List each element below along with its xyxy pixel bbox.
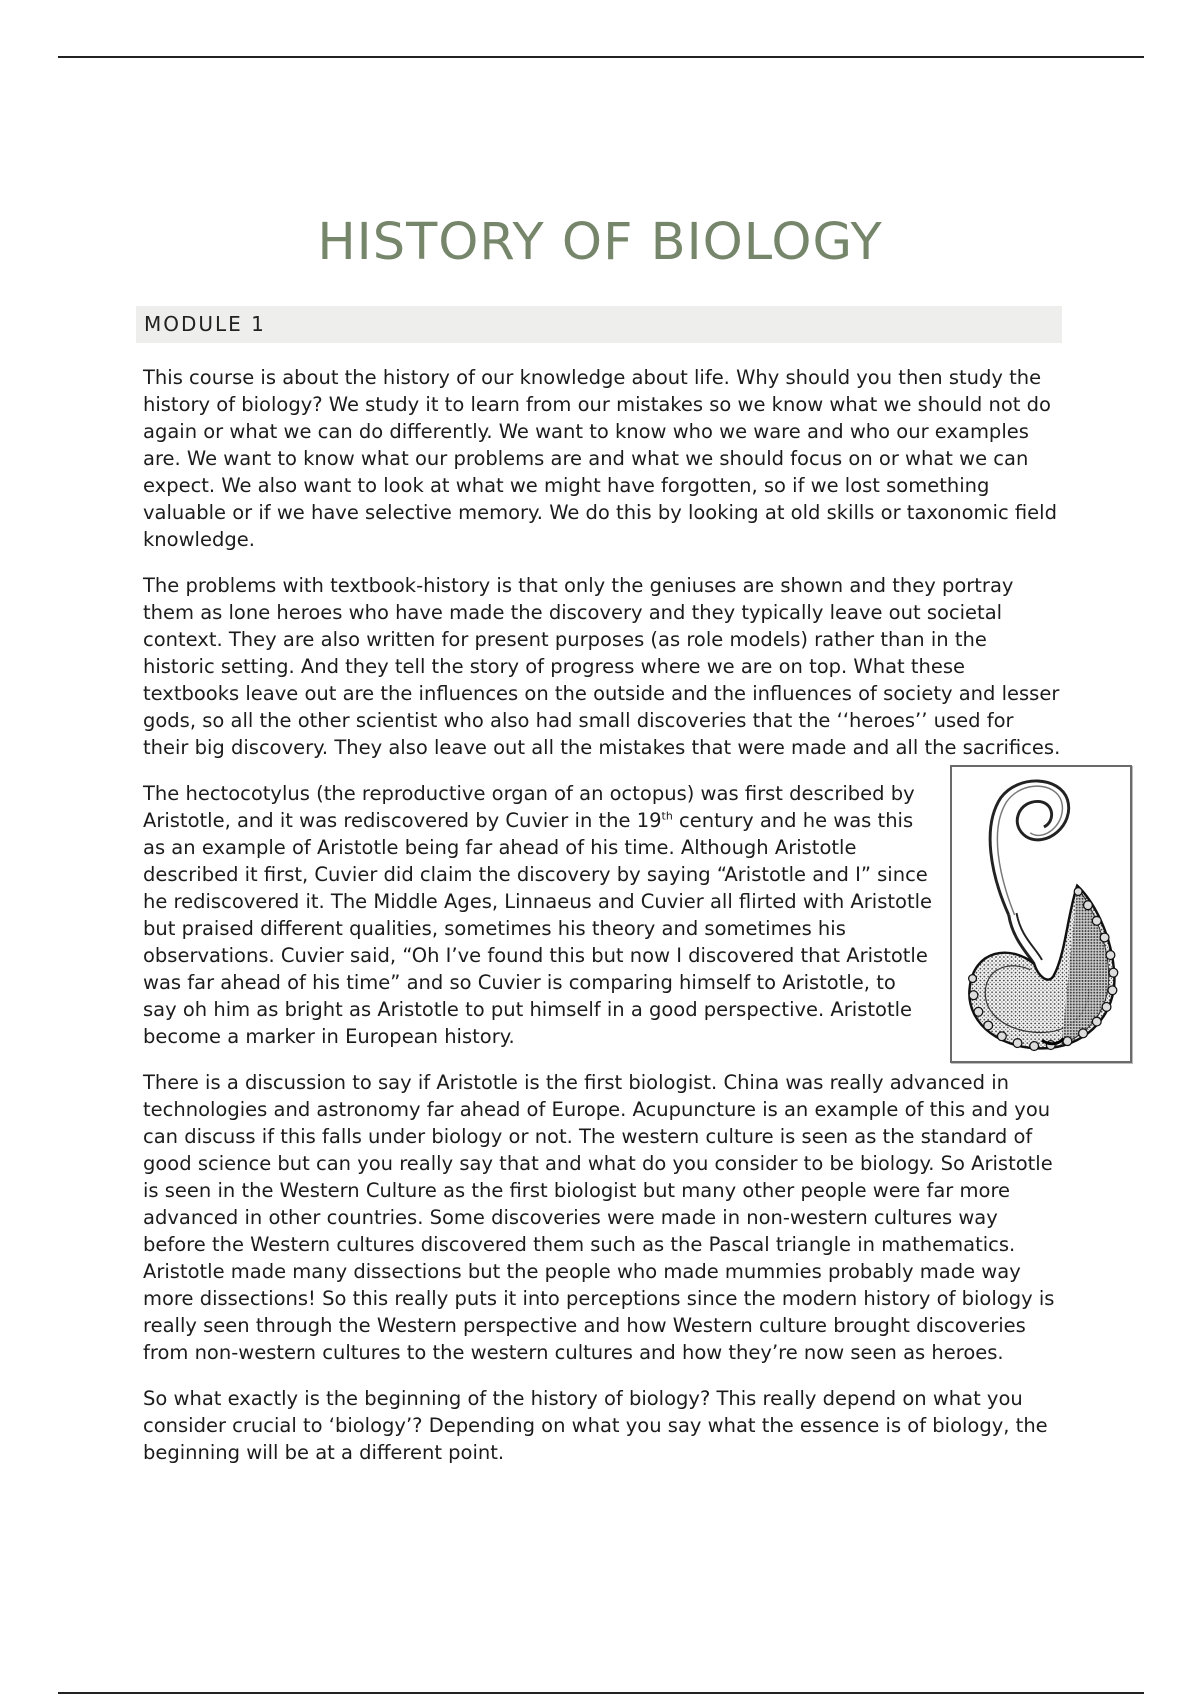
hectocotylus-text-start: The hectocotylus (the reproductive organ of an octopus) was first described by Aristotle, and it was rediscovered by Cuvier in the 19 bbox=[143, 782, 915, 832]
header-rule bbox=[58, 56, 1144, 58]
paragraph-hectocotylus-text bbox=[143, 780, 933, 1050]
hectocotylus-figure bbox=[950, 765, 1132, 1063]
paragraph-hectocotylus bbox=[143, 780, 1063, 1050]
paragraph-first-biologist: There is a discussion to say if Aristotle is the first biologist. China was really advanced in technologies and astronomy far ahead of Europe. Acupuncture is an example of this and you can discuss if this falls under biology or not. The western culture is seen as the standard of good science but can you really say that and what do you consider to be biology. So Aristotle is seen in the Western Culture as the first biologist but many other people were far more advanced in other countries. Some discoveries were made in non-western cultures way before the Western cultures discovered them such as the Pascal triangle in mathematics. Aristotle made many dissections but the people who made mummies probably made way more dissections! So this really puts it into perceptions since the modern history of biology is really seen through the Western perspective and how Western culture brought discoveries from non-western cultures to the western cultures and how they’re now seen as heroes. bbox=[143, 1071, 1055, 1364]
module-label: MODULE 1 bbox=[144, 312, 266, 336]
document-body bbox=[143, 364, 1063, 1485]
paragraph-intro: This course is about the history of our knowledge about life. Why should you then study the history of biology? We study it to learn from our mistakes so we know what we should not do again or what we can do differently. We want to know who we ware and who our examples are. We want to know what our problems are and what we should focus on or what we can expect. We also want to look at what we might have forgotten, so if we lost something valuable or if we have selective memory. We do this by looking at old skills or taxonomic field knowledge. bbox=[143, 366, 1057, 551]
page-title: HISTORY OF BIOLOGY bbox=[317, 213, 883, 272]
paragraph-textbook-history: The problems with textbook-history is that only the geniuses are shown and they portray them as lone heroes who have made the discovery and they typically leave out societal context. They are also written for present purposes (as role models) rather than in the historic setting. And they tell the story of progress where we are on top. What these textbooks leave out are the influences on the outside and the influences of society and lesser gods, so all the other scientist who also had small discoveries that the ‘‘heroes’’ used for their big discovery. They also leave out all the mistakes that were made and all the sacrifices. bbox=[143, 574, 1061, 759]
paragraph-beginning: So what exactly is the beginning of the history of biology? This really depend on what you consider crucial to ‘biology’? Depending on what you say what the essence is of biology, the beginning will be at a different point. bbox=[143, 1387, 1048, 1464]
century-superscript: th bbox=[661, 809, 673, 823]
hectocotylus-illustration-icon bbox=[952, 767, 1130, 1061]
footer-rule bbox=[58, 1692, 1144, 1694]
hectocotylus-text-end: century and he was this as an example of Aristotle being far ahead of his time. Although Aristotle described it first, Cuvier did claim the discovery by saying “Aristotle and I” since he rediscovered it. The Middle Ages, Linnaeus and Cuvier all flirted with Aristotle but praised different qualities, sometimes his theory and sometimes his observations. Cuvier said, “Oh I’ve found this but now I discovered that Aristotle was far ahead of his time” and so Cuvier is comparing himself to Aristotle, to say oh him as bright as Aristotle to put himself in a good perspective. Aristotle become a marker in European history. bbox=[143, 809, 933, 1048]
module-heading bbox=[136, 306, 1062, 343]
